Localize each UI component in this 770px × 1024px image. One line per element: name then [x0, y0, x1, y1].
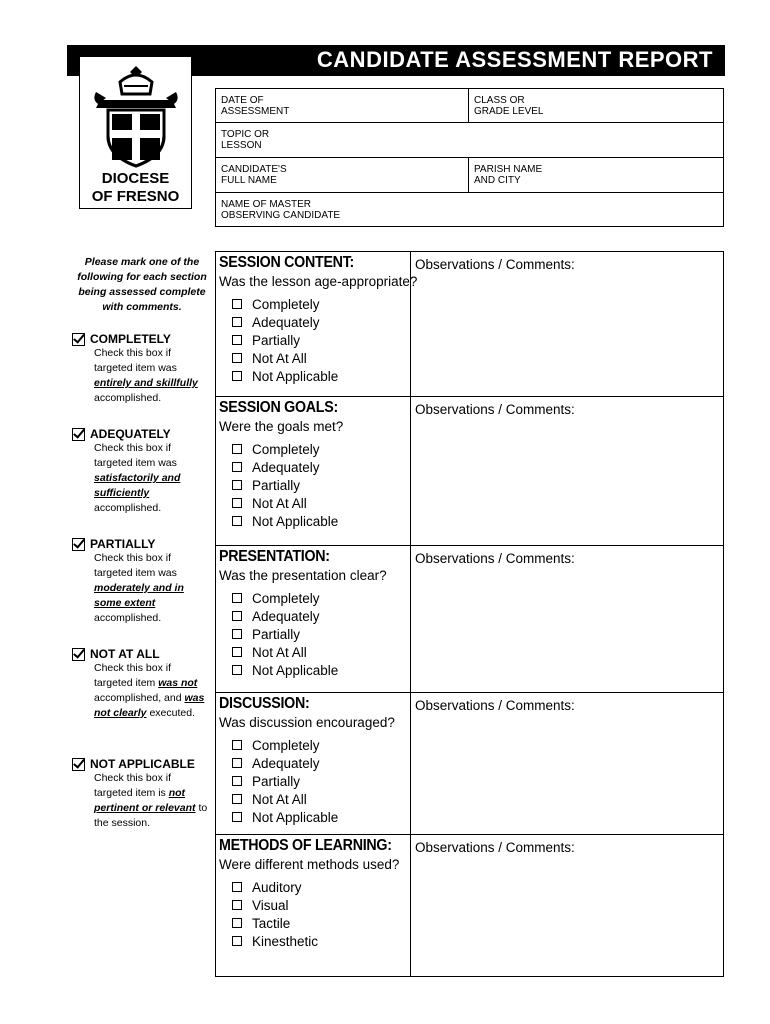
class-label-line2: GRADE LEVEL	[474, 106, 544, 117]
checkbox[interactable]	[232, 900, 242, 910]
section-session-content	[219, 254, 418, 385]
checkmark-icon	[72, 333, 85, 346]
legend-text: Check this box if targeted item was	[94, 552, 177, 579]
checkbox[interactable]	[232, 740, 242, 750]
option-not-applicable[interactable]	[232, 808, 409, 826]
option-not-at-all[interactable]	[232, 790, 409, 808]
option-label: Adequately	[252, 608, 320, 624]
parish-label-line2: AND CITY	[474, 175, 521, 186]
option-completely[interactable]	[232, 589, 409, 607]
info-row-topic	[215, 122, 724, 158]
option-adequately[interactable]	[232, 458, 409, 476]
option-label: Not Applicable	[252, 368, 339, 384]
option-label: Not At All	[252, 791, 307, 807]
master-label-line2: OBSERVING CANDIDATE	[221, 210, 341, 221]
section-session-goals	[219, 399, 409, 530]
topic-label-line2: LESSON	[221, 140, 262, 151]
option-label: Completely	[252, 296, 320, 312]
option-completely[interactable]	[232, 736, 409, 754]
observations-label: Observations / Comments:	[415, 257, 575, 272]
checkmark-icon	[72, 428, 85, 441]
date-label-line1: DATE OF	[221, 95, 264, 106]
checkbox[interactable]	[232, 317, 242, 327]
info-divider	[468, 89, 469, 122]
legend-label: NOT AT ALL	[90, 647, 160, 661]
legend-not-applicable	[72, 757, 212, 831]
legend-text: Check this box if targeted item is	[94, 772, 172, 799]
checkbox[interactable]	[232, 593, 242, 603]
class-label-line1: CLASS OR	[474, 95, 525, 106]
legend-emphasis: not pertinent or relevant	[94, 787, 196, 814]
checkbox[interactable]	[232, 776, 242, 786]
legend-text: accomplished, and	[94, 692, 185, 704]
diocese-name	[80, 170, 191, 206]
option-not-applicable[interactable]	[232, 367, 409, 385]
info-row-candidate-parish	[215, 157, 724, 193]
option-adequately[interactable]	[232, 313, 409, 331]
checkbox[interactable]	[232, 444, 242, 454]
option-adequately[interactable]	[232, 754, 409, 772]
option-label: Adequately	[252, 459, 320, 475]
legend-description	[94, 771, 212, 831]
option-label: Completely	[252, 590, 320, 606]
observations-label: Observations / Comments:	[415, 551, 575, 566]
logo-line-2: OF FRESNO	[91, 188, 180, 205]
legend-emphasis: was not	[158, 677, 198, 689]
legend-text: accomplished.	[94, 392, 162, 404]
option-label: Visual	[252, 897, 289, 913]
candidate-name-label	[221, 164, 287, 186]
section-title: METHODS OF LEARNING:	[219, 837, 392, 854]
observations-label: Observations / Comments:	[415, 840, 575, 855]
legend-label: NOT APPLICABLE	[90, 757, 195, 771]
option-label: Tactile	[252, 915, 291, 931]
legend-description	[94, 346, 212, 406]
parish-city-label	[474, 164, 542, 186]
legend-emphasis: satisfactorily and sufficiently	[94, 472, 181, 499]
checkbox[interactable]	[232, 480, 242, 490]
legend-text: Check this box if targeted item was	[94, 442, 177, 469]
legend-text: accomplished.	[94, 502, 162, 514]
section-question: Was the presentation clear?	[219, 568, 387, 583]
option-completely[interactable]	[232, 295, 409, 313]
option-partially[interactable]	[232, 476, 409, 494]
option-label: Not Applicable	[252, 809, 339, 825]
candidate-label-line1: CANDIDATE'S	[221, 164, 287, 175]
legend-emphasis: entirely and skillfully	[94, 377, 198, 389]
option-label: Not At All	[252, 644, 307, 660]
option-not-at-all[interactable]	[232, 643, 409, 661]
observations-label: Observations / Comments:	[415, 402, 575, 417]
option-label: Partially	[252, 477, 301, 493]
option-completely[interactable]	[232, 440, 409, 458]
option-not-at-all[interactable]	[232, 349, 409, 367]
option-kinesthetic[interactable]	[232, 932, 409, 950]
master-name-label	[221, 199, 340, 221]
option-adequately[interactable]	[232, 607, 409, 625]
section-title: SESSION CONTENT:	[219, 254, 355, 271]
checkbox[interactable]	[232, 794, 242, 804]
section-divider	[216, 396, 723, 397]
checkbox[interactable]	[232, 665, 242, 675]
checkbox[interactable]	[232, 758, 242, 768]
checkmark-icon	[72, 648, 85, 661]
legend-emphasis: moderately and in some extent	[94, 582, 184, 609]
section-presentation	[219, 548, 409, 679]
section-divider	[216, 692, 723, 693]
option-label: Partially	[252, 332, 301, 348]
checkbox[interactable]	[232, 629, 242, 639]
legend-label: COMPLETELY	[90, 332, 171, 346]
date-label-line2: ASSESSMENT	[221, 106, 290, 117]
info-row-master	[215, 192, 724, 227]
legend-completely	[72, 332, 212, 406]
option-not-applicable[interactable]	[232, 661, 409, 679]
section-question: Was discussion encouraged?	[219, 715, 395, 730]
checkbox[interactable]	[232, 812, 242, 822]
option-auditory[interactable]	[232, 878, 409, 896]
date-of-assessment-label	[221, 95, 289, 117]
checkbox[interactable]	[232, 936, 242, 946]
legend-text: executed.	[146, 707, 195, 719]
section-divider	[216, 834, 723, 835]
class-grade-label	[474, 95, 543, 117]
section-title: PRESENTATION:	[219, 548, 330, 565]
column-divider	[410, 252, 411, 976]
legend-emphasis: was not clearly	[94, 692, 205, 719]
logo-line-1: DIOCESE	[101, 170, 170, 187]
checkbox[interactable]	[232, 611, 242, 621]
section-question: Was the lesson age-appropriate?	[219, 274, 418, 289]
observations-label: Observations / Comments:	[415, 698, 575, 713]
checkbox[interactable]	[232, 299, 242, 309]
legend-label: ADEQUATELY	[90, 427, 171, 441]
legend-text: to the session.	[94, 802, 208, 829]
legend-text: Check this box if targeted item	[94, 662, 172, 689]
option-not-at-all[interactable]	[232, 494, 409, 512]
checkmark-icon	[72, 758, 85, 771]
checkbox[interactable]	[232, 647, 242, 657]
legend-text: accomplished.	[94, 612, 162, 624]
option-label: Not Applicable	[252, 513, 339, 529]
option-label: Kinesthetic	[252, 933, 319, 949]
option-label: Auditory	[252, 879, 302, 895]
option-not-applicable[interactable]	[232, 512, 409, 530]
topic-lesson-label	[221, 129, 269, 151]
info-row-date-class	[215, 88, 724, 123]
section-discussion	[219, 695, 409, 826]
legend-label: PARTIALLY	[90, 537, 156, 551]
section-question: Were different methods used?	[219, 857, 400, 872]
legend-text: Check this box if targeted item was	[94, 347, 177, 374]
option-partially[interactable]	[232, 625, 409, 643]
checkmark-icon	[72, 538, 85, 551]
page-title: CANDIDATE ASSESSMENT REPORT	[316, 47, 713, 72]
section-divider	[216, 545, 723, 546]
section-title: SESSION GOALS:	[219, 399, 338, 416]
topic-label-line1: TOPIC OR	[221, 129, 270, 140]
info-divider	[468, 158, 469, 192]
option-label: Not Applicable	[252, 662, 339, 678]
parish-label-line1: PARISH NAME	[474, 164, 543, 175]
candidate-label-line2: FULL NAME	[221, 175, 277, 186]
legend-description	[94, 551, 212, 626]
checkbox[interactable]	[232, 918, 242, 928]
legend-partially	[72, 537, 212, 626]
checkbox[interactable]	[232, 353, 242, 363]
instructions-text: Please mark one of the following for each section being assessed complete with comments.	[77, 256, 207, 313]
option-label: Partially	[252, 773, 301, 789]
option-partially[interactable]	[232, 331, 409, 349]
option-label: Completely	[252, 441, 320, 457]
section-methods-of-learning	[219, 837, 409, 950]
option-tactile[interactable]	[232, 914, 409, 932]
option-visual[interactable]	[232, 896, 409, 914]
option-label: Adequately	[252, 755, 320, 771]
diocese-crest-icon	[90, 64, 182, 168]
checkbox[interactable]	[232, 882, 242, 892]
checkbox[interactable]	[232, 335, 242, 345]
checkbox[interactable]	[232, 371, 242, 381]
legend-adequately	[72, 427, 212, 516]
option-partially[interactable]	[232, 772, 409, 790]
section-question: Were the goals met?	[219, 419, 344, 434]
legend-not-at-all	[72, 647, 212, 721]
section-title: DISCUSSION:	[219, 695, 310, 712]
checkbox[interactable]	[232, 516, 242, 526]
checkbox[interactable]	[232, 462, 242, 472]
option-label: Not At All	[252, 350, 307, 366]
master-label-line1: NAME OF MASTER	[221, 199, 312, 210]
option-label: Partially	[252, 626, 301, 642]
legend-description	[94, 441, 212, 516]
option-label: Completely	[252, 737, 320, 753]
option-label: Adequately	[252, 314, 320, 330]
legend-description	[94, 661, 212, 721]
checkbox[interactable]	[232, 498, 242, 508]
option-label: Not At All	[252, 495, 307, 511]
